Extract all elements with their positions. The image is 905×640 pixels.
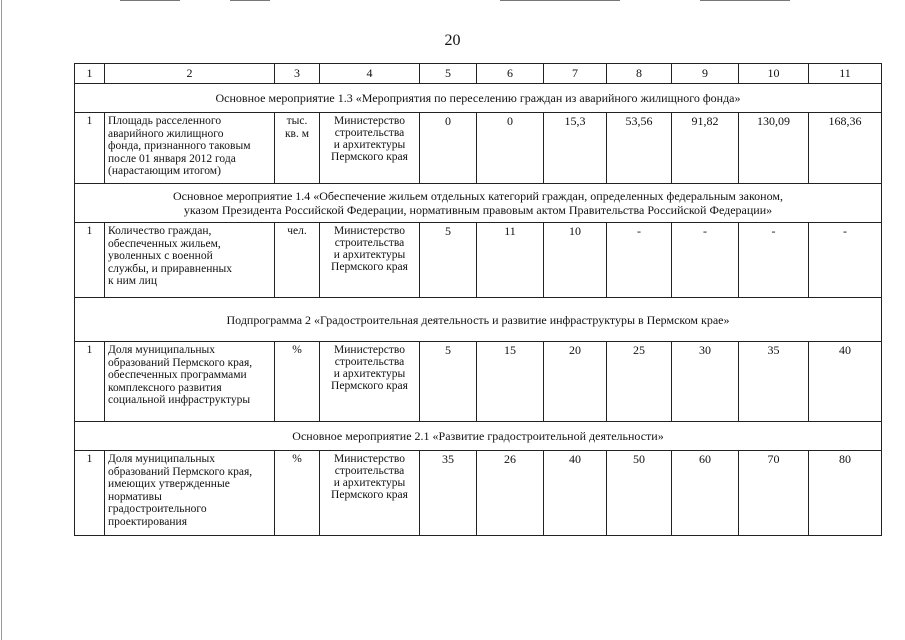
value-cell: 26 bbox=[477, 451, 544, 536]
column-number: 11 bbox=[809, 64, 882, 84]
column-number: 10 bbox=[739, 64, 809, 84]
responsible-body: Министерство строительства и архитектуры Пермского края bbox=[320, 342, 420, 422]
column-number: 3 bbox=[275, 64, 320, 84]
table-row bbox=[75, 113, 882, 184]
value-cell: 40 bbox=[809, 342, 882, 422]
section-heading: Основное мероприятие 1.3 «Мероприятия по переселению граждан из аварийного жилищного фонда» bbox=[75, 84, 882, 113]
value-cell: 130,09 bbox=[739, 113, 809, 184]
value-cell: 15,3 bbox=[544, 113, 607, 184]
value-cell: 30 bbox=[672, 342, 739, 422]
unit-of-measure: % bbox=[275, 342, 320, 422]
value-cell: - bbox=[607, 223, 672, 298]
unit-of-measure: тыс. кв. м bbox=[275, 113, 320, 184]
indicator-table bbox=[74, 63, 882, 536]
column-number: 1 bbox=[75, 64, 105, 84]
section-heading: Основное мероприятие 1.4 «Обеспечение жильем отдельных категорий граждан, определенных федеральным законом, указом Президента Российской Федерации, нормативным правовым актом Правительства Российской Федерации» bbox=[75, 184, 882, 223]
scan-edge-left bbox=[1, 0, 2, 640]
section-heading-row bbox=[75, 422, 882, 451]
indicator-name: Доля муниципальных образований Пермского края, обеспеченных программами комплексного развития социальной инфраструктуры bbox=[105, 342, 275, 422]
table-row bbox=[75, 451, 882, 536]
value-cell: 80 bbox=[809, 451, 882, 536]
section-heading-row bbox=[75, 84, 882, 113]
section-heading-row bbox=[75, 184, 882, 223]
unit-of-measure: % bbox=[275, 451, 320, 536]
column-number: 2 bbox=[105, 64, 275, 84]
value-cell: - bbox=[672, 223, 739, 298]
column-number: 8 bbox=[607, 64, 672, 84]
value-cell: 25 bbox=[607, 342, 672, 422]
value-cell: 35 bbox=[420, 451, 477, 536]
column-number: 9 bbox=[672, 64, 739, 84]
row-number: 1 bbox=[75, 451, 105, 536]
value-cell: 53,56 bbox=[607, 113, 672, 184]
value-cell: 10 bbox=[544, 223, 607, 298]
value-cell: 11 bbox=[477, 223, 544, 298]
responsible-body: Министерство строительства и архитектуры Пермского края bbox=[320, 451, 420, 536]
value-cell: 35 bbox=[739, 342, 809, 422]
value-cell: 5 bbox=[420, 342, 477, 422]
value-cell: 15 bbox=[477, 342, 544, 422]
row-number: 1 bbox=[75, 223, 105, 298]
indicator-name: Площадь расселенного аварийного жилищного фонда, признанного таковым после 01 января 2012 года (нарастающим итогом) bbox=[105, 113, 275, 184]
value-cell: 50 bbox=[607, 451, 672, 536]
responsible-body: Министерство строительства и архитектуры Пермского края bbox=[320, 223, 420, 298]
value-cell: 60 bbox=[672, 451, 739, 536]
column-number: 7 bbox=[544, 64, 607, 84]
value-cell: 91,82 bbox=[672, 113, 739, 184]
scan-edge-top bbox=[0, 0, 905, 4]
column-number: 4 bbox=[320, 64, 420, 84]
value-cell: 5 bbox=[420, 223, 477, 298]
column-number: 6 bbox=[477, 64, 544, 84]
value-cell: 40 bbox=[544, 451, 607, 536]
indicator-name: Количество граждан, обеспеченных жильем, уволенных с военной службы, и приравненных к ним лиц bbox=[105, 223, 275, 298]
value-cell: - bbox=[809, 223, 882, 298]
section-heading: Подпрограмма 2 «Градостроительная деятельность и развитие инфраструктуры в Пермском крае» bbox=[75, 298, 882, 342]
column-number: 5 bbox=[420, 64, 477, 84]
column-number-row bbox=[75, 64, 882, 84]
page-number: 20 bbox=[444, 32, 461, 49]
value-cell: 168,36 bbox=[809, 113, 882, 184]
section-heading: Основное мероприятие 2.1 «Развитие градостроительной деятельности» bbox=[75, 422, 882, 451]
unit-of-measure: чел. bbox=[275, 223, 320, 298]
row-number: 1 bbox=[75, 342, 105, 422]
value-cell: 0 bbox=[420, 113, 477, 184]
section-heading-row bbox=[75, 298, 882, 342]
table-row bbox=[75, 342, 882, 422]
value-cell: - bbox=[739, 223, 809, 298]
table-row bbox=[75, 223, 882, 298]
value-cell: 20 bbox=[544, 342, 607, 422]
row-number: 1 bbox=[75, 113, 105, 184]
value-cell: 0 bbox=[477, 113, 544, 184]
value-cell: 70 bbox=[739, 451, 809, 536]
indicator-name: Доля муниципальных образований Пермского края, имеющих утвержденные нормативы градостроительного проектирования bbox=[105, 451, 275, 536]
responsible-body: Министерство строительства и архитектуры Пермского края bbox=[320, 113, 420, 184]
